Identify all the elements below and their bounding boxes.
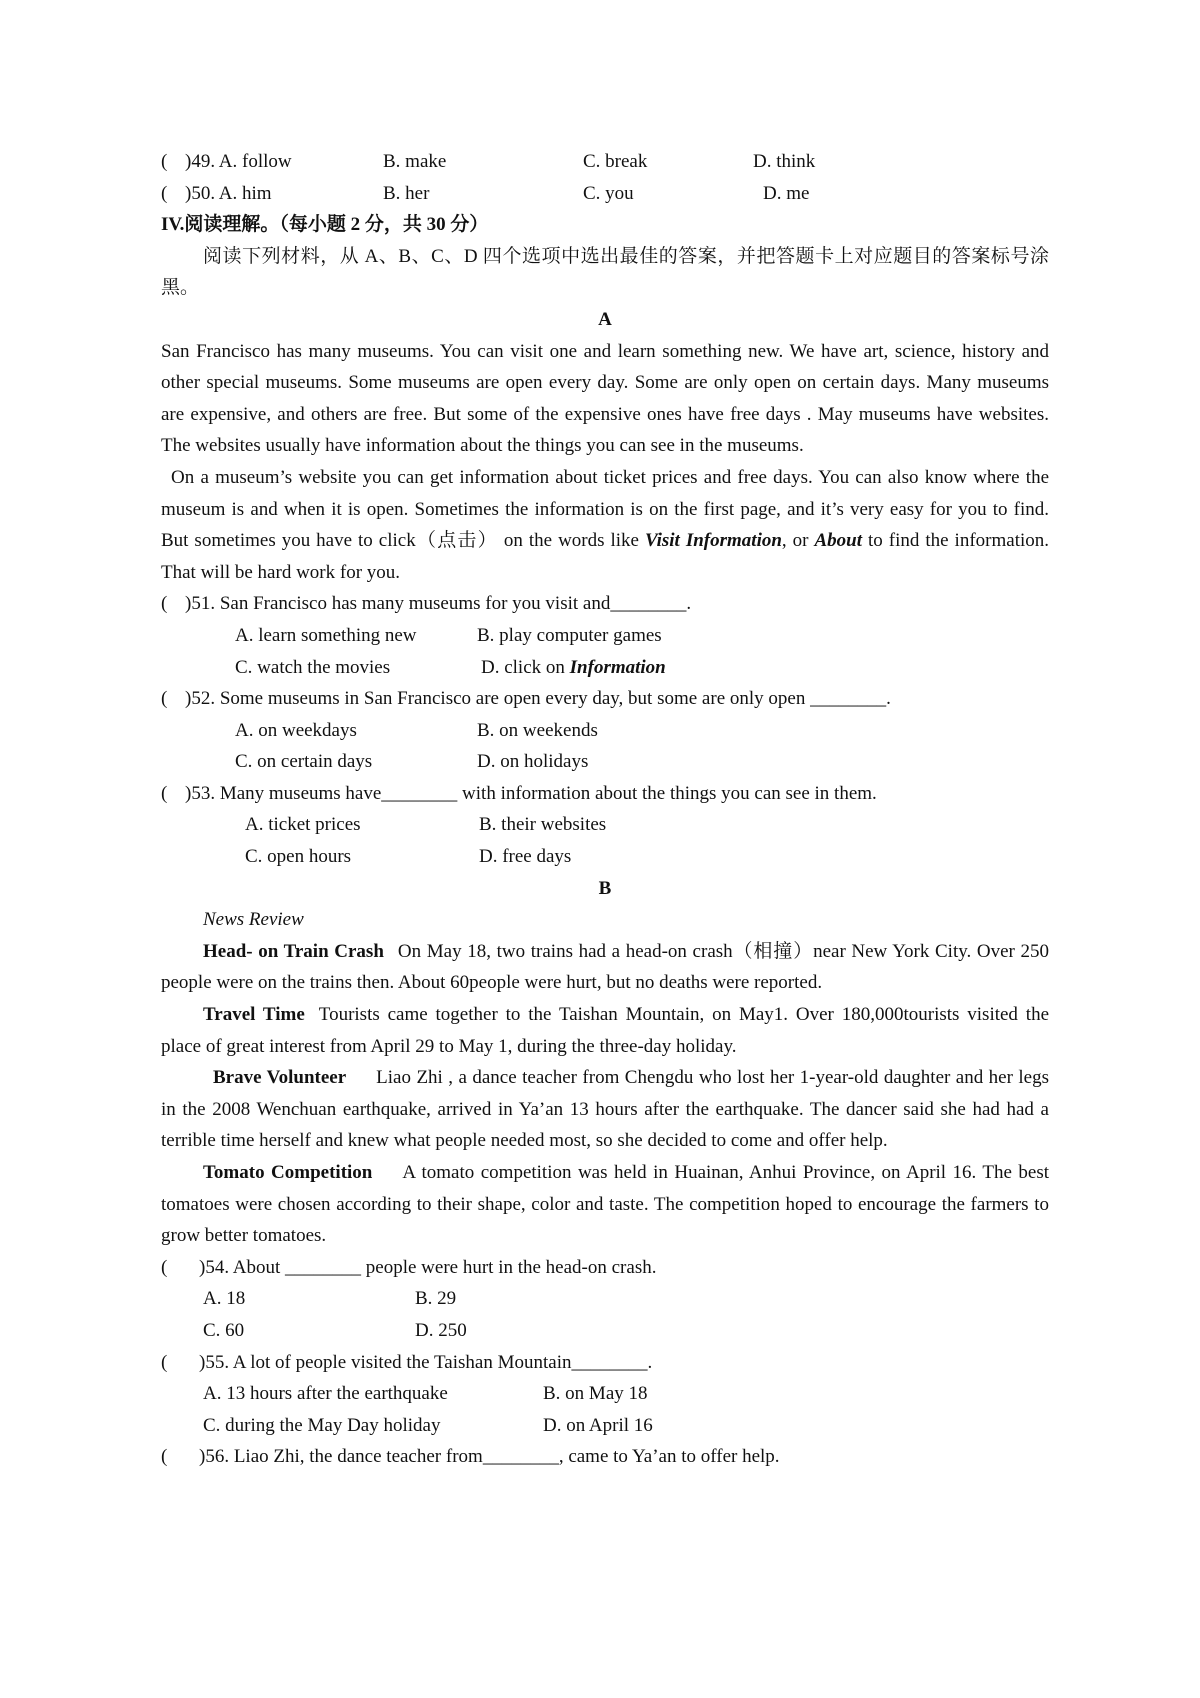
answer-paren: ( [161, 1446, 168, 1468]
news-item-brave-volunteer [161, 1062, 1049, 1157]
question-53-options-row-2 [161, 841, 1049, 873]
answer-paren: ( [161, 688, 168, 710]
text-segment: On a museum’s website you can get information about ticket prices and free days. You can also know where the museum is and when it is open. Sometimes the information is on the first page, and it’s very easy for you to find. But sometimes you have to click（点击） on the words like [161, 466, 1049, 552]
option-d: D. think [753, 151, 816, 172]
exam-page [161, 146, 1049, 1473]
news-text: Tourists came together to the Taishan Mountain, on May1. Over 180,000tourists visited the place of great interest from April 29 to May 1, during the three-day holiday. [161, 1004, 1049, 1057]
news-title: Brave Volunteer [213, 1067, 347, 1089]
news-text: Liao Zhi , a dance teacher from Chengdu who lost her 1-year-old daughter and her legs in the 2008 Wenchuan earthquake, arrived in Ya’an 13 hours after the earthquake. The dancer said she had had a terrible time herself and knew what people needed most, so she decided to come and offer help. [161, 1067, 1049, 1152]
option-a: A. 18 [203, 1288, 246, 1310]
option-a: A. on weekdays [235, 719, 357, 741]
question-stem: )52. Some museums in San Francisco are open every day, but some are only open ________. [185, 688, 891, 710]
option-d: D. 250 [415, 1319, 467, 1341]
answer-paren: ( [161, 1256, 168, 1278]
news-item-travel-time [161, 999, 1049, 1062]
passage-b-label: B [598, 877, 612, 899]
news-item-train-crash [161, 936, 1049, 999]
question-51-options-row-1 [161, 620, 1049, 652]
option-b: B. 29 [415, 1288, 457, 1310]
option-c: C. on certain days [235, 751, 373, 773]
answer-paren: ( [161, 151, 168, 172]
news-title: Head- on Train Crash [203, 940, 384, 962]
option-c: C. watch the movies [235, 656, 391, 678]
option-c: C. open hours [245, 846, 352, 868]
question-53 [161, 778, 1049, 810]
question-52 [161, 683, 1049, 715]
option-d: D. me [763, 182, 810, 204]
news-text: On May 18, two trains had a head-on crash（相撞）near New York City. Over 250 people were on the trains then. About 60people were hurt, but no deaths were reported. [161, 940, 1049, 994]
text-segment: , or [781, 530, 815, 552]
option-a: )50. A. him [185, 182, 272, 204]
question-stem: )54. About ________ people were hurt in the head-on crash. [199, 1256, 657, 1278]
option-b: B. on May 18 [543, 1383, 648, 1405]
question-55-options-row-1 [161, 1378, 1049, 1410]
answer-paren: ( [161, 1351, 168, 1373]
question-52-options-row-2 [161, 746, 1049, 778]
option-a: A. ticket prices [245, 814, 361, 836]
question-53-options-row-1 [161, 809, 1049, 841]
option-d [481, 652, 666, 684]
section-title: IV.阅读理解。（每小题 2 分，共 30 分） [161, 214, 489, 236]
news-title: Travel Time [203, 1004, 305, 1026]
option-b: B. make [383, 151, 447, 172]
option-c: C. you [583, 182, 634, 204]
question-stem: )53. Many museums have________ with information about the things you can see in them. [185, 782, 877, 804]
question-51-options-row-2 [161, 652, 1049, 684]
option-b: B. her [383, 182, 430, 204]
option-a: A. learn something new [235, 624, 417, 646]
question-54 [161, 1252, 1049, 1284]
passage-a-label: A [598, 308, 612, 330]
question-stem: )51. San Francisco has many museums for you visit and________. [185, 593, 692, 615]
answer-paren: ( [161, 182, 168, 204]
option-a: A. 13 hours after the earthquake [203, 1383, 448, 1405]
question-stem: )55. A lot of people visited the Taishan Mountain________. [199, 1351, 653, 1373]
news-item-tomato-competition [161, 1157, 1049, 1252]
option-c: C. during the May Day holiday [203, 1414, 441, 1436]
option-c: C. break [583, 151, 648, 172]
section-instruction: 阅读下列材料，从 A、B、C、D 四个选项中选出最佳的答案，并把答题卡上对应题目的答案标号涂黑。 [161, 245, 1049, 299]
passage-a-paragraph-1: San Francisco has many museums. You can visit one and learn something new. We have art, science, history and other special museums. Some museums are open every day. Some are only open on certain days. Many museums are expensive, and others are free. But some of the expensive ones have free days . May museums have websites. The websites usually have information about the things you can see in the museums. [161, 340, 1049, 457]
news-review-heading: News Review [203, 909, 304, 931]
emphasis-information: Information [569, 656, 666, 678]
option-c: C. 60 [203, 1319, 245, 1341]
question-51 [161, 588, 1049, 620]
text-segment: to find the information. That will be hard work for you. [161, 530, 1050, 583]
text-segment: D. click on [481, 656, 570, 678]
answer-paren: ( [161, 593, 168, 615]
news-title: Tomato Competition [203, 1162, 373, 1183]
question-56 [161, 1441, 1049, 1473]
option-d: D. on holidays [477, 751, 589, 773]
question-52-options-row-1 [161, 715, 1049, 747]
news-text: A tomato competition was held in Huainan, Anhui Province, on April 16. The best tomatoes were chosen according to their shape, color and taste. The competition hoped to encourage the farmers to grow better tomatoes. [161, 1162, 1049, 1247]
question-55 [161, 1347, 1049, 1379]
option-d: D. on April 16 [543, 1414, 653, 1436]
option-b: B. on weekends [477, 719, 598, 741]
question-54-options-row-2 [161, 1315, 1049, 1347]
option-a: )49. A. follow [185, 151, 292, 172]
passage-a-paragraph-2 [161, 462, 1049, 588]
option-b: B. their websites [479, 814, 607, 836]
answer-paren: ( [161, 782, 168, 804]
question-55-options-row-2 [161, 1410, 1049, 1442]
emphasis-visit-information: Visit Information [644, 530, 782, 552]
question-50 [161, 178, 1049, 210]
question-stem: )56. Liao Zhi, the dance teacher from________, came to Ya’an to offer help. [199, 1446, 780, 1468]
question-54-options-row-1 [161, 1283, 1049, 1315]
option-d: D. free days [479, 846, 572, 868]
emphasis-about: About [814, 530, 863, 552]
question-49 [161, 146, 1049, 178]
option-b: B. play computer games [477, 624, 662, 646]
